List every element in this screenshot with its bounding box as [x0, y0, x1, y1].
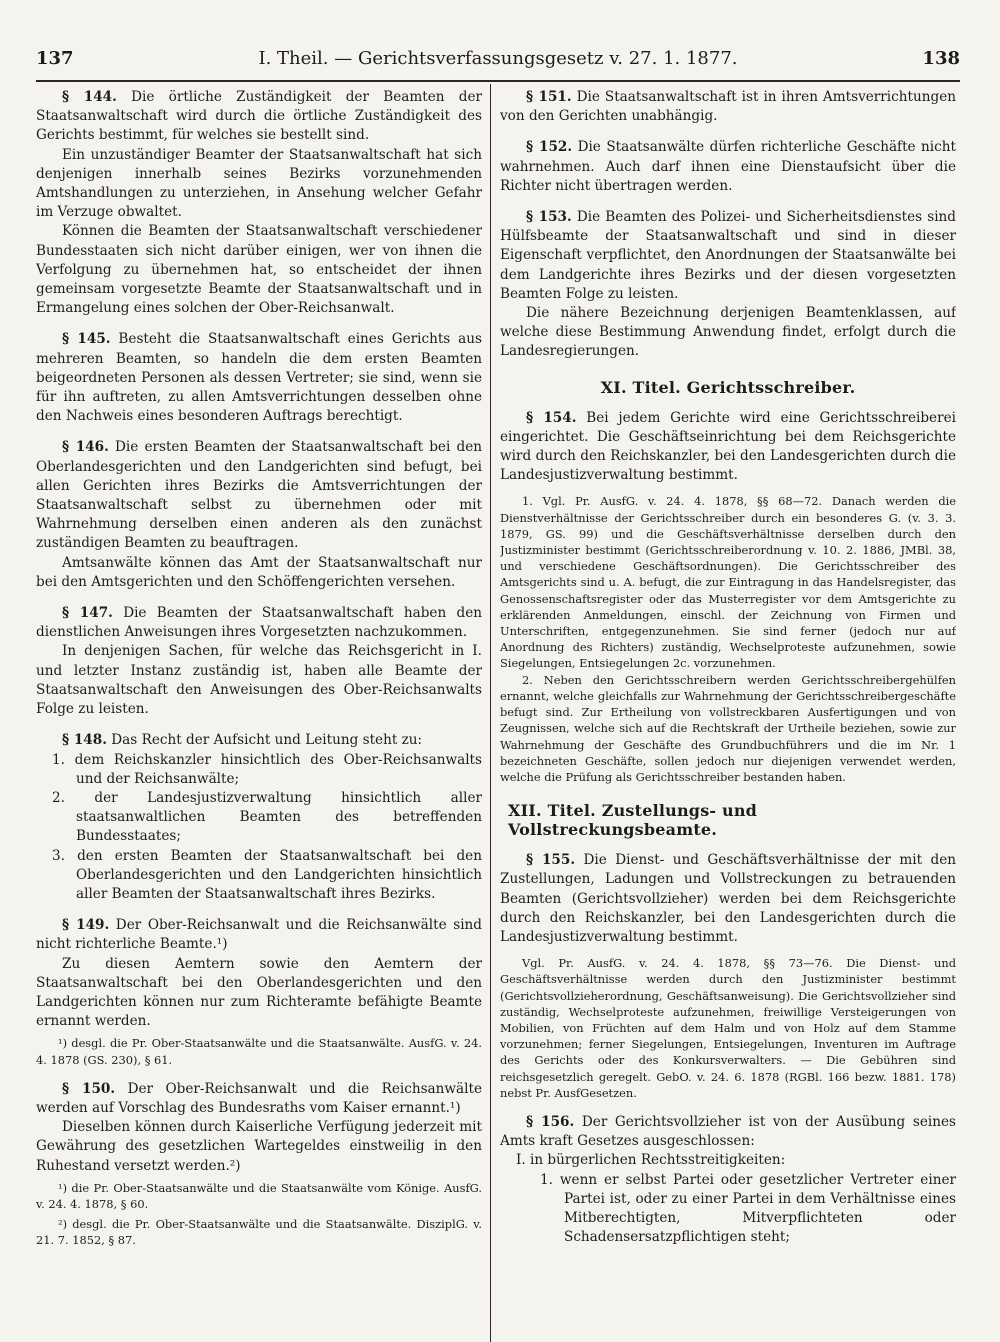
- section-148-item: 3. den ersten Beamten der Staatsanwaltschaft bei den Oberlandesgerichten und den Landgerichten hinsichtlich aller Beamten der Staatsanwaltschaft ihres Bezirks.: [52, 847, 482, 902]
- section-151: § 151. Die Staatsanwaltschaft ist in ihren Amtsverrichtungen von den Gerichten unabhängig.: [500, 89, 956, 125]
- section-148: § 148. Das Recht der Aufsicht und Leitung steht zu:: [62, 732, 423, 749]
- section-149: § 149. Der Ober-Reichsanwalt und die Reichsanwälte sind nicht richterliche Beamte.¹): [36, 917, 482, 953]
- section-156: § 156. Der Gerichtsvollzieher ist von der Ausübung seines Amts kraft Gesetzes ausgeschlossen:: [500, 1113, 956, 1150]
- page-number-left: 137: [36, 48, 74, 69]
- footnote-150-2: ²) desgl. die Pr. Ober-Staatsanwälte und die Staatsanwälte. DisziplG. v. 21. 7. 1852, § 87.: [36, 1217, 482, 1248]
- section-156-item-1: 1. wenn er selbst Partei oder gesetzlicher Vertreter einer Partei ist, oder zu einer Partei in dem Verhältnisse eines Mitberechtigten, Mitverpflichteten oder Schadensersatzpflichtigen steht;: [540, 1171, 956, 1246]
- note-154-2: 2. Neben den Gerichtsschreibern werden Gerichtsschreibergehülfen ernannt, welche gleichfalls zur Wahrnehmung der Gerichtsschreibergeschäfte befugt sind. Zur Ertheilung von vollstreckbaren Ausfertigungen und von Zeugnissen, welche sich auf die Rechtskraft der Urtheile beziehen, sowie zur Wahrnehmung der Geschäfte des Grundbuchführers und die im Nr. 1 bezeichneten Geschäfte, sollen jedoch nur diejenigen verwendet werden, welche die Prüfung als Gerichtsschreiber bestanden haben.: [500, 672, 956, 784]
- section-150-para-2: Dieselben können durch Kaiserliche Verfügung jederzeit mit Gewährung des gesetzlichen Wartegeldes einstweilig in den Ruhestand versetzt werden.²): [36, 1119, 482, 1174]
- section-153-para-2: Die nähere Bezeichnung derjenigen Beamtenklassen, auf welche diese Bestimmung Anwendung findet, erfolgt durch die Landesregierungen.: [500, 305, 956, 360]
- header-rule: [36, 80, 960, 82]
- section-152: § 152. Die Staatsanwälte dürfen richterliche Geschäfte nicht wahrnehmen. Auch darf ihnen eine Dienstaufsicht über die Richter nicht übertragen werden.: [500, 139, 956, 194]
- section-144-para-2: Ein unzuständiger Beamter der Staatsanwaltschaft hat sich denjenigen innerhalb seines Bezirks vorzunehmenden Amtshandlungen zu unterziehen, in Ansehung welcher Gefahr im Verzuge obwaltet.: [36, 146, 482, 221]
- column-divider: [490, 84, 491, 1342]
- footnote-150-1: ¹) die Pr. Ober-Staatsanwälte und die Staatsanwälte vom Könige. AusfG. v. 24. 4. 1878, § 60.: [36, 1180, 482, 1211]
- running-title: I. Theil. — Gerichtsverfassungsgesetz v. 27. 1. 1877.: [258, 48, 738, 69]
- page-header: [36, 48, 960, 82]
- left-column: [36, 88, 482, 1342]
- section-154: § 154. Bei jedem Gerichte wird eine Gerichtsschreiberei eingerichtet. Die Geschäftseinrichtung bei dem Reichsgerichte wird durch den Reichskanzler, bei den Landesgerichten durch die Landesjustizverwaltung bestimmt.: [500, 409, 956, 484]
- section-150: § 150. Der Ober-Reichsanwalt und die Reichsanwälte werden auf Vorschlag des Bundesraths vom Kaiser ernannt.¹): [36, 1080, 482, 1116]
- section-146-para-2: Amtsanwälte können das Amt der Staatsanwaltschaft nur bei den Amtsgerichten und den Schöffengerichten versehen.: [36, 554, 482, 590]
- title-xii-heading: XII. Titel. Zustellungs- und Vollstreckungsbeamte.: [508, 801, 758, 840]
- section-155: § 155. Die Dienst- und Geschäftsverhältnisse der mit den Zustellungen, Ladungen und Vollstreckungen zu betrauenden Beamten (Gerichtsvollzieher) werden bei dem Reichsgerichte durch den Reichskanzler, bei den Landesgerichten durch die Landesjustizverwaltung bestimmt.: [500, 852, 956, 945]
- right-column: [500, 88, 956, 1342]
- section-153: § 153. Die Beamten des Polizei- und Sicherheitsdienstes sind Hülfsbeamte der Staatsanwaltschaft und sind in dieser Eigenschaft verpflichtet, den Anordnungen der Staatsanwälte bei dem Landgerichte ihres Bezirks und der diesen vorgesetzten Beamten Folge zu leisten.: [500, 209, 956, 302]
- section-146: § 146. Die ersten Beamten der Staatsanwaltschaft bei den Oberlandesgerichten und den Landgerichten sind befugt, bei allen Gerichten ihres Bezirks die Amtsverrichtungen der Staatsanwaltschaft selbst zu übernehmen oder mit Wahrnehmung derselben einen anderen als den zunächst zuständigen Beamten zu beauftragen.: [36, 439, 482, 552]
- section-148-item: 1. dem Reichskanzler hinsichtlich des Ober-Reichsanwalts und der Reichsanwälte;: [52, 751, 482, 787]
- section-156-item-i: I. in bürgerlichen Rechtsstreitigkeiten:: [516, 1152, 786, 1169]
- page-number-right: 138: [922, 48, 960, 69]
- section-147-para-2: In denjenigen Sachen, für welche das Reichsgericht in I. und letzter Instanz zuständig ist, haben alle Beamte der Staatsanwaltschaft den Anweisungen des Ober-Reichsanwalts Folge zu leisten.: [36, 643, 482, 718]
- footnote-149: ¹) desgl. die Pr. Ober-Staatsanwälte und die Staatsanwälte. AusfG. v. 24. 4. 1878 (GS. 230), § 61.: [36, 1036, 482, 1067]
- note-155: Vgl. Pr. AusfG. v. 24. 4. 1878, §§ 73—76. Die Dienst- und Geschäftsverhältnisse werden durch den Justizminister bestimmt (Gerichtsvollzieherordnung, Geschäftsanweisung). Die Gerichtsvollzieher sind zuständig, Wechselproteste aufzunehmen, freiwillige Versteigerungen von Mobilien, von Früchten auf dem Halm und von Holz auf dem Stamme vorzunehmen; ferner Siegelungen, Entsiegelungen, Inventuren im Auftrage des Gerichts oder des Konkursverwalters. — Die Gebühren sind reichsgesetzlich geregelt. GebO. v. 24. 6. 1878 (RGBl. 166 bezw. 1881. 178) nebst Pr. AusfGesetzen.: [500, 956, 956, 1100]
- section-147: § 147. Die Beamten der Staatsanwaltschaft haben den dienstlichen Anweisungen ihres Vorgesetzten nachzukommen.: [36, 605, 482, 641]
- section-144: § 144. Die örtliche Zuständigkeit der Beamten der Staatsanwaltschaft wird durch die örtliche Zuständigkeit des Gerichts bestimmt, für welches sie bestellt sind.: [36, 89, 482, 144]
- note-154-1: 1. Vgl. Pr. AusfG. v. 24. 4. 1878, §§ 68—72. Danach werden die Dienstverhältnisse der Gerichtsschreiber durch ein besonderes G. (v. 3. 3. 1879, GS. 99) und die Geschäftsverhältnisse derselben durch den Justizminister bestimmt (Gerichtsschreiberordnung v. 10. 2. 1886, JMBl. 38, und verschiedene Geschäftsordnungen). Die Gerichtsschreiber des Amtsgerichts sind u. A. befugt, die zur Eintragung in das Handelsregister, das Genossenschaftsregister oder das Musterregister vor dem Amtsgerichte zu erklärenden Anmeldungen, einschl. der Zeichnung von Firmen und Unterschriften, entgegenzunehmen. Sie sind ferner (jedoch nur auf Anordnung des Richters) zuständig, Wechselproteste aufzunehmen, sowie Siegelungen, Entsiegelungen 2c. vorzunehmen.: [500, 494, 956, 671]
- section-145: § 145. Besteht die Staatsanwaltschaft eines Gerichts aus mehreren Beamten, so handeln die dem ersten Beamten beigeordneten Personen als dessen Vertreter; sie sind, wenn sie für ihn auftreten, zu allen Amtsverrichtungen desselben ohne den Nachweis eines besonderen Auftrags berechtigt.: [36, 331, 482, 425]
- section-149-para-2: Zu diesen Aemtern sowie den Aemtern der Staatsanwaltschaft bei den Oberlandesgerichten und den Landgerichten können nur zum Richteramte befähigte Beamte ernannt werden.: [36, 955, 482, 1030]
- title-xi-heading: XI. Titel. Gerichtsschreiber.: [600, 377, 856, 397]
- section-144-para-3: Können die Beamten der Staatsanwaltschaft verschiedener Bundesstaaten sich nicht darüber einigen, wer von ihnen die Verfolgung zu übernehmen hat, so entscheidet der ihnen gemeinsam vorgesetzte Beamte der Staatsanwaltschaft und in Ermangelung eines solchen der Ober-Reichsanwalt.: [36, 223, 482, 317]
- section-148-item: 2. der Landesjustizverwaltung hinsichtlich aller staatsanwaltlichen Beamten des betreffenden Bundesstaates;: [52, 789, 482, 845]
